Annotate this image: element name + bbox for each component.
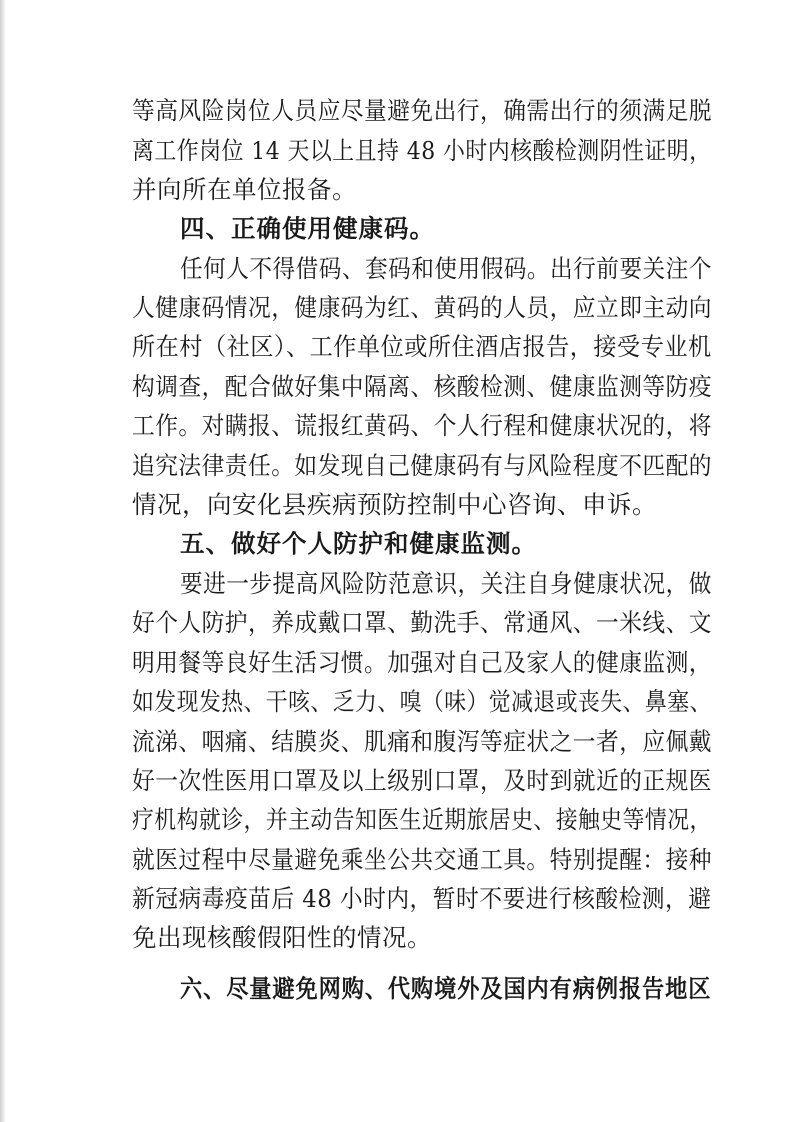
section-heading-4: 四、正确使用健康码。 bbox=[180, 214, 435, 243]
paragraph-first-line: 任何人不得借码、套码和使用假码。出行前要关注个 bbox=[180, 254, 712, 283]
section-heading-6: 六、尽量避免网购、代购境外及国内有病例报告地区 bbox=[180, 974, 712, 1003]
text-line: 就医过程中尽量避免乘坐公共交通工具。特别提醒：接种 bbox=[132, 845, 712, 874]
text-line: 人健康码情况，健康码为红、黄码的人员，应立即主动向 bbox=[132, 293, 712, 322]
text-line: 构调查，配合做好集中隔离、核酸检测、健康监测等防疫 bbox=[132, 372, 712, 401]
text-line: 如发现发热、干咳、乏力、嗅（味）觉减退或丧失、鼻塞、 bbox=[132, 687, 712, 716]
text-line: 免出现核酸假阳性的情况。 bbox=[132, 923, 432, 952]
text-line: 等高风险岗位人员应尽量避免出行，确需出行的须满足脱 bbox=[132, 96, 712, 125]
section-heading-5: 五、做好个人防护和健康监测。 bbox=[180, 529, 537, 558]
text-line: 并向所在单位报备。 bbox=[132, 175, 357, 204]
text-line: 好一次性医用口罩及以上级别口罩，及时到就近的正规医 bbox=[132, 766, 712, 795]
text-line: 疗机构就诊，并主动告知医生近期旅居史、接触史等情况， bbox=[132, 805, 712, 834]
text-line: 所在村（社区）、工作单位或所住酒店报告，接受专业机 bbox=[132, 332, 712, 361]
text-line: 追究法律责任。如发现自己健康码有与风险程度不匹配的 bbox=[132, 451, 712, 480]
text-line: 离工作岗位 14 天以上且持 48 小时内核酸检测阴性证明， bbox=[132, 136, 712, 165]
paragraph-first-line: 要进一步提高风险防范意识，关注自身健康状况，做 bbox=[180, 569, 712, 598]
text-line: 工作。对瞒报、谎报红黄码、个人行程和健康状况的，将 bbox=[132, 411, 712, 440]
text-line: 新冠病毒疫苗后 48 小时内，暂时不要进行核酸检测，避 bbox=[132, 884, 712, 913]
text-line: 流涕、咽痛、结膜炎、肌痛和腹泻等症状之一者，应佩戴 bbox=[132, 727, 712, 756]
text-line: 明用餐等良好生活习惯。加强对自己及家人的健康监测， bbox=[132, 648, 712, 677]
text-line: 情况，向安化县疾病预防控制中心咨询、申诉。 bbox=[132, 490, 657, 519]
text-line: 好个人防护，养成戴口罩、勤洗手、常通风、一米线、文 bbox=[132, 608, 712, 637]
